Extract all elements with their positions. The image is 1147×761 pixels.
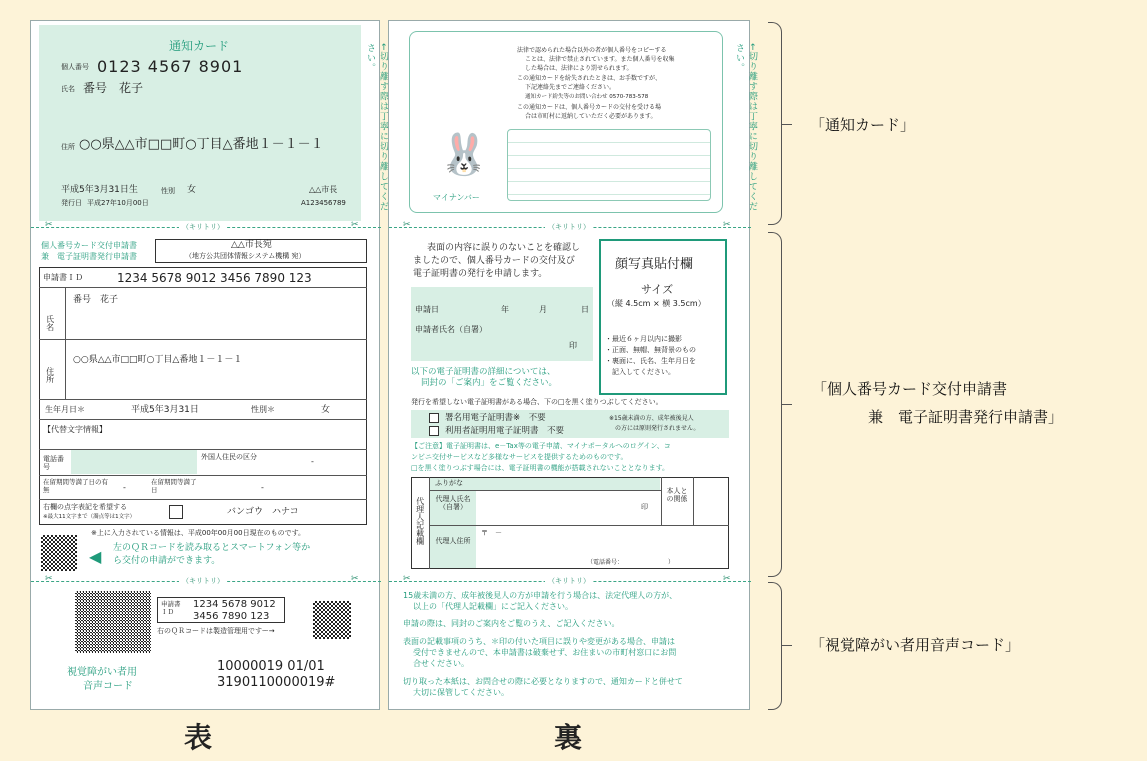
instruction-line: 申請の際は、同封のご案内をご覧のうえ、ご記入ください。 (403, 619, 620, 628)
caution-line: □を黒く塗りつぶす場合には、電子証明書の機能が搭載されないこととなります。 (411, 464, 670, 472)
note-line: 法律で認められた場合以外の者が個人番号をコピーする (517, 47, 667, 54)
phone-field[interactable] (71, 450, 197, 474)
name-value: 番号 花子 (83, 81, 144, 95)
name-row-value: 番号 花子 (73, 295, 119, 305)
note-line: 通知カード紛失等のお問い合わせ 0570-783-578 (525, 94, 649, 100)
confirm-line: ましたので、個人番号カードの交付及び (413, 256, 575, 266)
back-vertical-note: ←切り離す際は丁寧に切り離してください。 (734, 43, 757, 212)
note-line: 下記連絡先までご連絡ください。 (525, 84, 616, 91)
number-value: 0123 4567 8901 (97, 57, 244, 76)
address-value: ○○県△△市□□町○丁目△番地１－１－１ (79, 137, 324, 152)
note-line: した場合は、法律により罰せられます。 (525, 65, 633, 72)
braille-value: バンゴウ ハナコ (227, 507, 299, 517)
proxy-side-label: 代理人記載欄 (415, 497, 425, 545)
proxy-address-label-bg (430, 526, 476, 568)
app-id-value: 1234 5678 9012 3456 7890 123 (117, 271, 312, 285)
month-label: 月 (539, 305, 547, 314)
applicant-label: 申請者氏名（自署） (415, 325, 487, 334)
instruction-line: 切り取った本紙は、お問合せの際に必要となりますので、通知カードと併せて (403, 677, 683, 686)
opt-out-text: 発行を希望しない電子証明書がある場合、下の□を黒く塗りつぶしてください。 (411, 398, 663, 406)
voice-label-1: 視覚障がい者用 (67, 667, 137, 678)
instruction-line: 以上の「代理人記載欄」にご記入ください。 (413, 602, 573, 611)
form-bracket (768, 232, 782, 577)
addressee: △△市長宛 (231, 240, 272, 250)
proxy-furigana-field[interactable] (430, 478, 660, 490)
cut-label: （キリトリ） (179, 222, 227, 232)
divider (39, 475, 367, 476)
sex-label: 性別 (161, 187, 175, 195)
voice-code-line2: 3190110000019# (217, 675, 336, 690)
cert1-checkbox[interactable] (429, 413, 439, 423)
proxy-furigana: ふりがな (435, 479, 463, 487)
front-sheet (30, 20, 388, 710)
cert1-label: 署名用電子証明書※ 不要 (445, 413, 546, 423)
stay-end-label: 在留期間等満了日 (151, 478, 197, 494)
photo-size: サイズ (641, 283, 674, 296)
foreign-value: - (311, 457, 314, 466)
instruction-line: 大切に保管してください。 (413, 688, 509, 697)
photo-dims: （縦 4.5cm × 横 3.5cm） (607, 299, 706, 308)
day-label: 日 (581, 305, 589, 314)
divider (65, 287, 66, 399)
front-vertical-note: ←切り離す際は丁寧に切り離してください。 (365, 43, 388, 212)
form-label-1: 「個人番号カード交付申請書 (812, 380, 1008, 398)
dob-label: 生年月日＊ (45, 405, 85, 414)
instruction-line: 表面の記載事項のうち、＊印の付いた項目に誤りや変更がある場合、申請は (403, 637, 675, 646)
proxy-address-label: 代理人住所 (435, 537, 471, 545)
serial-number: A123456789 (301, 199, 346, 207)
scissors-icon: ✂ (723, 220, 731, 230)
scissors-icon: ✂ (45, 220, 53, 230)
qr-note: 右のＱＲコードは製造管理用ですー→ (157, 627, 275, 635)
note-line: ことは、法律で禁止されています。また個人番号を収集 (525, 56, 675, 63)
sex-value: 女 (187, 185, 197, 195)
bracket-tip (782, 404, 792, 405)
back-sheet (388, 20, 757, 710)
bracket-tip (782, 645, 792, 646)
proxy-postal: 〒 － (481, 529, 502, 537)
voice-code-line1: 10000019 01/01 (217, 659, 325, 674)
note-line: この通知カードを紛失されたときは、お手数ですが、 (517, 75, 662, 82)
bracket-tip (782, 124, 792, 125)
mayor: △△市長 (309, 185, 338, 194)
app-id-label: 申請書ＩＤ (43, 273, 83, 282)
card-title: 通知カード (169, 39, 230, 53)
address-sticker-area (507, 129, 711, 201)
back-side-label: 裏 (554, 721, 583, 754)
arrow-left-icon: ◀ (89, 547, 102, 566)
application-date-field[interactable] (411, 287, 593, 361)
divider (39, 339, 367, 340)
cert-note-small-1: ※15歳未満の方、成年被後見人 (609, 415, 694, 422)
issue-label: 発行日 (61, 199, 82, 207)
braille-sub: ※最大11文字まで（濁点等は1文字） (43, 514, 136, 520)
confirm-line: 電子証明書の発行を申請します。 (413, 269, 548, 279)
address-label: 住所 (61, 143, 75, 151)
voice-id-label: 申請書ＩＤ (161, 600, 181, 616)
footnote: ※上に入力されている情報は、平成00年00月00日現在のものです。 (91, 529, 306, 537)
cert-note-2: 同封の「ご案内」をご覧ください。 (421, 378, 558, 388)
name-row-label: 氏名 (45, 315, 55, 331)
qr-code (41, 535, 77, 571)
braille-checkbox[interactable] (169, 505, 183, 519)
address-row-value: ○○県△△市□□町○丁目△番地１－１－１ (73, 355, 243, 365)
cert2-label: 利用者証明用電子証明書 不要 (445, 426, 565, 436)
mascot-icon: 🐰 (439, 132, 489, 178)
address-row-label: 住所 (45, 367, 55, 383)
sex-row-label: 性別＊ (251, 405, 275, 414)
instruction-line: 合せください。 (413, 659, 469, 668)
alt-chars: 【代替文字情報】 (43, 425, 107, 434)
birth-value: 平成5年3月31日生 (61, 185, 138, 195)
divider (39, 287, 367, 288)
proxy-relation: 本人との関係 (666, 487, 688, 504)
qr-text-2: ら交付の申請ができます。 (113, 556, 221, 566)
notification-card (39, 25, 361, 221)
proxy-seal: 印 (641, 503, 648, 511)
cert-note-small-2: の方には原則発行されません。 (615, 425, 700, 432)
note-line: 合は市町村に返納していただく必要があります。 (525, 113, 657, 120)
divider (39, 499, 367, 500)
scissors-icon: ✂ (351, 220, 359, 230)
divider (661, 477, 662, 525)
proxy-phone: （電話番号： ） (587, 559, 675, 566)
management-qr-code (313, 601, 351, 639)
cut-label: （キリトリ） (179, 576, 227, 586)
photo-rule: ・裏面に、氏名、生年月日を (605, 357, 696, 365)
number-label: 個人番号 (61, 63, 89, 71)
stay-end-value: - (261, 483, 264, 492)
cert2-checkbox[interactable] (429, 426, 439, 436)
scissors-icon: ✂ (403, 574, 411, 584)
photo-title: 顔写真貼付欄 (615, 257, 694, 272)
name-label: 氏名 (61, 85, 75, 93)
scissors-icon: ✂ (45, 574, 53, 584)
photo-rule: 記入してください。 (605, 368, 675, 376)
voice-label-2: 音声コード (83, 681, 133, 692)
mascot-name: マイナンバー (433, 193, 480, 202)
stay-label: 在留期間等満了日の有無 (43, 478, 108, 494)
cut-label: （キリトリ） (545, 576, 593, 586)
proxy-name-label: 代理人氏名（自署） (435, 495, 471, 512)
scissors-icon: ✂ (723, 574, 731, 584)
voice-id-line1: 1234 5678 9012 (193, 599, 276, 610)
scissors-icon: ✂ (403, 220, 411, 230)
caution-line: 【ご注意】電子証明書は、e－Tax等の電子申請、マイナポータルへのログイン、コ (411, 442, 671, 450)
stay-value: - (123, 483, 126, 492)
qr-text-1: 左のＱＲコードを読み取るとスマートフォン等か (113, 543, 311, 553)
voice-id-line2: 3456 7890 123 (193, 611, 270, 622)
voice-label: 「視覚障がい者用音声コード」 (810, 636, 1021, 654)
issue-date: 平成27年10月00日 (87, 199, 149, 207)
scissors-icon: ✂ (351, 574, 359, 584)
addressee-sub: （地方公共団体情報システム機構 宛） (185, 252, 306, 260)
sex-row-value: 女 (321, 405, 331, 415)
card-bracket (768, 22, 782, 225)
seal-label: 印 (569, 341, 577, 350)
photo-rule: ・最近６ヶ月以内に撮影 (605, 335, 682, 343)
voice-code (75, 591, 151, 653)
cut-label: （キリトリ） (545, 222, 593, 232)
divider (39, 399, 367, 400)
photo-rule: ・正面、無帽、無背景のもの (605, 346, 696, 354)
form-title-1: 個人番号カード交付申請書 (41, 241, 137, 250)
date-label: 申請日 (415, 305, 439, 314)
cert-note-1: 以下の電子証明書の詳細については、 (411, 367, 556, 377)
phone-label: 電話番号 (43, 455, 64, 472)
divider (693, 477, 694, 525)
foreign-label: 外国人住民の区分 (201, 453, 257, 461)
card-label: 「通知カード」 (810, 116, 916, 134)
note-line: この通知カードは、個人番号カードの交付を受ける場 (517, 104, 662, 111)
year-label: 年 (501, 305, 509, 314)
instruction-line: 15歳未満の方、成年被後見人の方が申請を行う場合は、法定代理人の方が、 (403, 591, 678, 600)
front-side-label: 表 (184, 721, 213, 754)
voice-bracket (768, 582, 782, 710)
instruction-line: 受付できませんので、本申請書は破棄せず、お住まいの市町村窓口にお問 (413, 648, 677, 657)
dob-value: 平成5年3月31日 (131, 405, 199, 415)
form-title-2: 兼 電子証明書発行申請書 (41, 252, 137, 261)
divider (39, 419, 367, 420)
braille-label: 右欄の点字表記を希望する (43, 503, 127, 511)
form-label-2: 兼 電子証明書発行申請書」 (868, 408, 1064, 426)
caution-line: ンビニ交付サービスなど多様なサービスを提供するためのものです。 (411, 453, 628, 461)
confirm-line: 表面の内容に誤りのないことを確認し (427, 243, 581, 253)
